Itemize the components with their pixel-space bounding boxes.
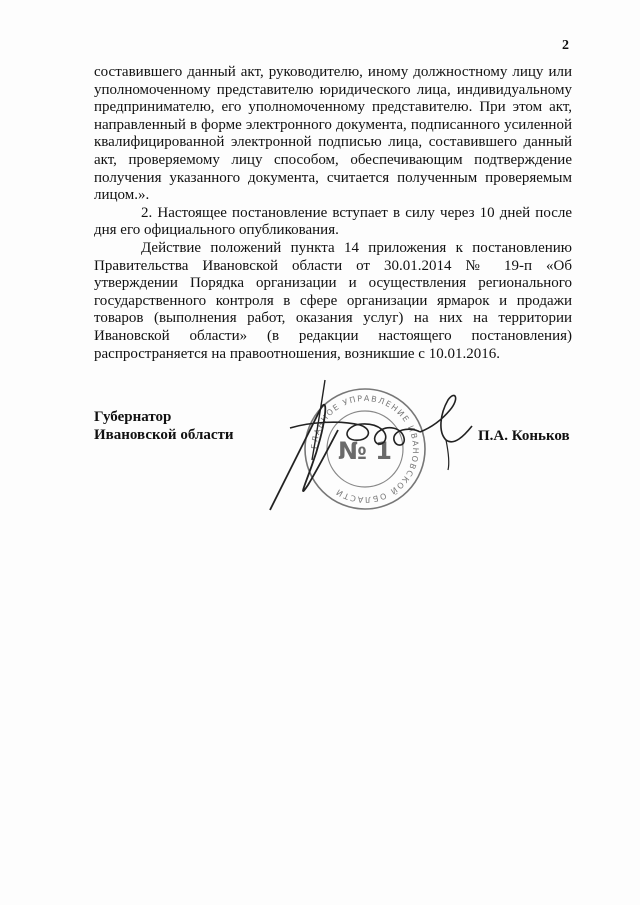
stamp-number: № 1 — [338, 437, 392, 465]
signer-title-line-2: Ивановской области — [94, 427, 234, 443]
paragraph-3: Действие положений пункта 14 приложения к постановлению Правительства Ивановской области от 30.01.2014 № 19-п «Об утверждении Порядка организации и осуществления регионального государственного контроля в сфере организации ярмарок и продажи товаров (выполнения работ, оказания услуг) на них на территории Ивановской области» (в редакции настоящего постановления) распространяется на правоотношения, возникшие с 10.01.2016. — [94, 239, 572, 362]
paragraph-continuation: составившего данный акт, руководителю, иному должностному лицу или уполномоченному представителю юридического лица, индивидуальному предпринимателю, его уполномоченному представителю. При этом акт, направленный в форме электронного документа, подписанного усиленной квалифицированной электронной подписью лица, составившего данный акт, проверяемому лицу способом, обеспечивающим подтверждение получения указанного документа, считается полученным проверяемым лицом.». — [94, 64, 572, 204]
signer-title-line-1: Губернатор — [94, 409, 172, 425]
stamp-ring-text: ГЛАВНОЕ УПРАВЛЕНИЕ ИВАНОВСКОЙ ОБЛАСТИ — [309, 393, 421, 505]
handwritten-signature — [250, 370, 480, 520]
page-number: 2 — [562, 38, 569, 53]
signer-title — [94, 408, 234, 444]
signer-name: П.А. Коньков — [478, 428, 570, 444]
paragraph-2: 2. Настоящее постановление вступает в силу через 10 дней после дня его официального опубликования. — [94, 204, 572, 239]
document-body — [94, 64, 572, 363]
